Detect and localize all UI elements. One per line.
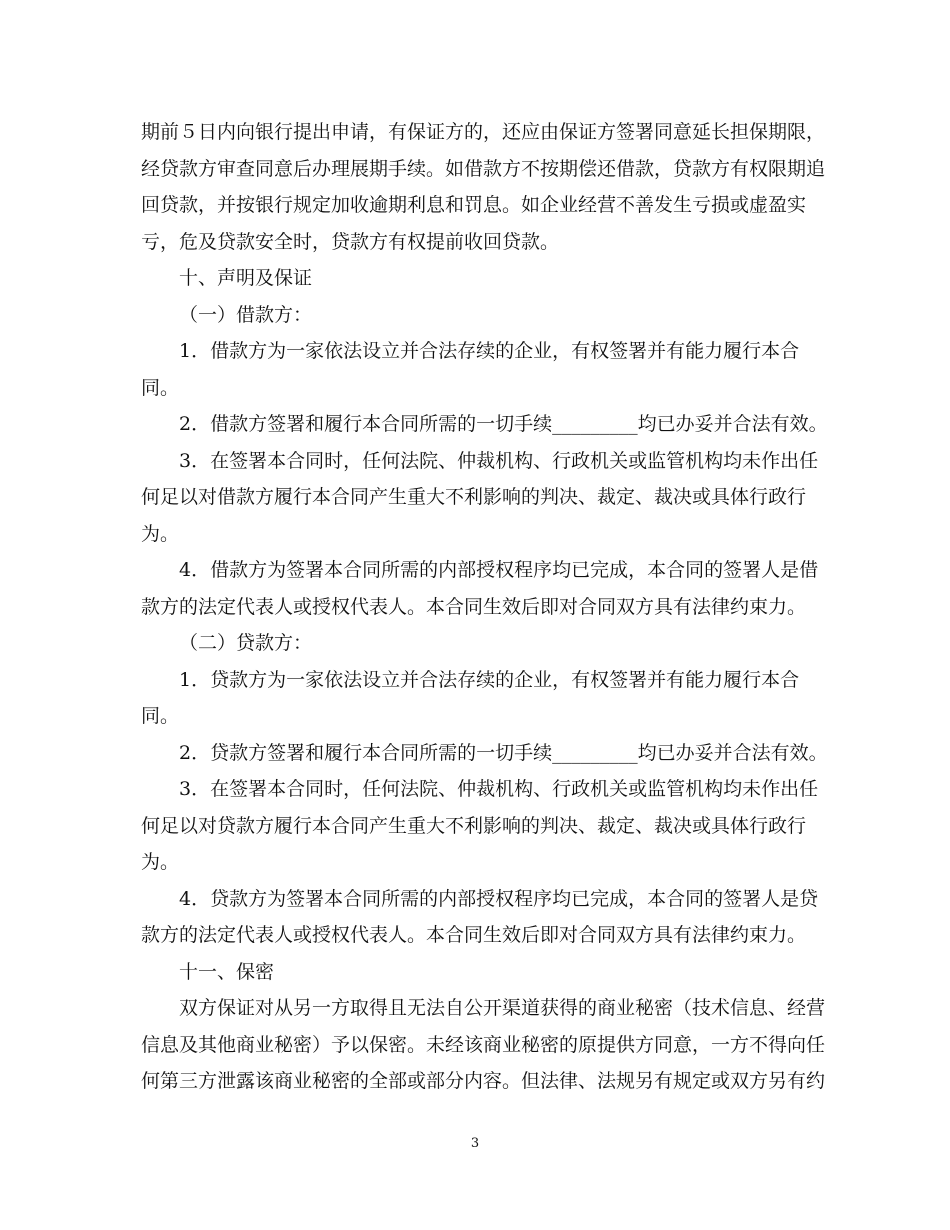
- section-heading-10: 十、声明及保证: [179, 267, 313, 289]
- section-heading-11: 十一、保密: [179, 960, 275, 983]
- text-line-21: 为。: [141, 851, 180, 873]
- text-line-26: 信息及其他商业秘密）予以保密。未经该商业秘密的原提供方同意，一方不得向任: [141, 1033, 826, 1056]
- text-line-27: 何第三方泄露该商业秘密的全部或部分内容。但法律、法规另有规定或双方另有约: [141, 1070, 826, 1092]
- text-line-20: 何足以对贷款方履行本合同产生重大不利影响的判决、裁定、裁决或具体行政行: [141, 814, 807, 837]
- text-line-25: 双方保证对从另一方取得且无法自公开渠道获得的商业秘密（技术信息、经营: [179, 997, 826, 1019]
- text-line-4: 亏，危及贷款安全时，贷款方有权提前收回贷款。: [141, 230, 560, 253]
- text-line-16: 1．贷款方为一家依法设立并合法存续的企业，有权签署并有能力履行本合: [179, 668, 800, 691]
- text-line-19: 3．在签署本合同时，任何法院、仲裁机构、行政机关或监管机构均未作出任: [179, 778, 819, 800]
- text-line-12: 为。: [141, 522, 180, 545]
- text-line-9: 2．借款方签署和履行本合同所需的一切手续_________均已办妥并合法有效。: [179, 413, 828, 435]
- text-line-18: 2．贷款方签署和履行本合同所需的一切手续_________均已办妥并合法有效。: [179, 741, 828, 764]
- text-line-13: 4．借款方为签署本合同所需的内部授权程序均已完成，本合同的签署人是借: [179, 559, 819, 581]
- text-line-17: 同。: [141, 705, 180, 727]
- text-line-11: 何足以对借款方履行本合同产生重大不利影响的判决、裁定、裁决或具体行政行: [141, 486, 807, 508]
- text-line-8: 同。: [141, 376, 180, 399]
- page-number: 3: [470, 1136, 480, 1151]
- subsection-heading-lender: （二）贷款方：: [179, 632, 313, 654]
- text-line-23: 款方的法定代表人或授权代表人。本合同生效后即对合同双方具有法律约束力。: [141, 924, 807, 946]
- text-line-1: 期前５日内向银行提出申请，有保证方的，还应由保证方签署同意延长担保期限，: [141, 121, 826, 143]
- text-line-7: 1．借款方为一家依法设立并合法存续的企业，有权签署并有能力履行本合: [179, 340, 800, 362]
- text-line-10: 3．在签署本合同时，任何法院、仲裁机构、行政机关或监管机构均未作出任: [179, 449, 819, 472]
- document-body: [141, 114, 828, 1100]
- subsection-heading-borrower: （一）借款方：: [179, 303, 313, 326]
- text-line-14: 款方的法定代表人或授权代表人。本合同生效后即对合同双方具有法律约束力。: [141, 595, 807, 618]
- text-line-3: 回贷款，并按银行规定加收逾期利息和罚息。如企业经营不善发生亏损或虚盈实: [141, 194, 807, 216]
- text-line-22: 4．贷款方为签署本合同所需的内部授权程序均已完成，本合同的签署人是贷: [179, 887, 819, 910]
- text-line-2: 经贷款方审查同意后办理展期手续。如借款方不按期偿还借款，贷款方有权限期追: [141, 157, 826, 180]
